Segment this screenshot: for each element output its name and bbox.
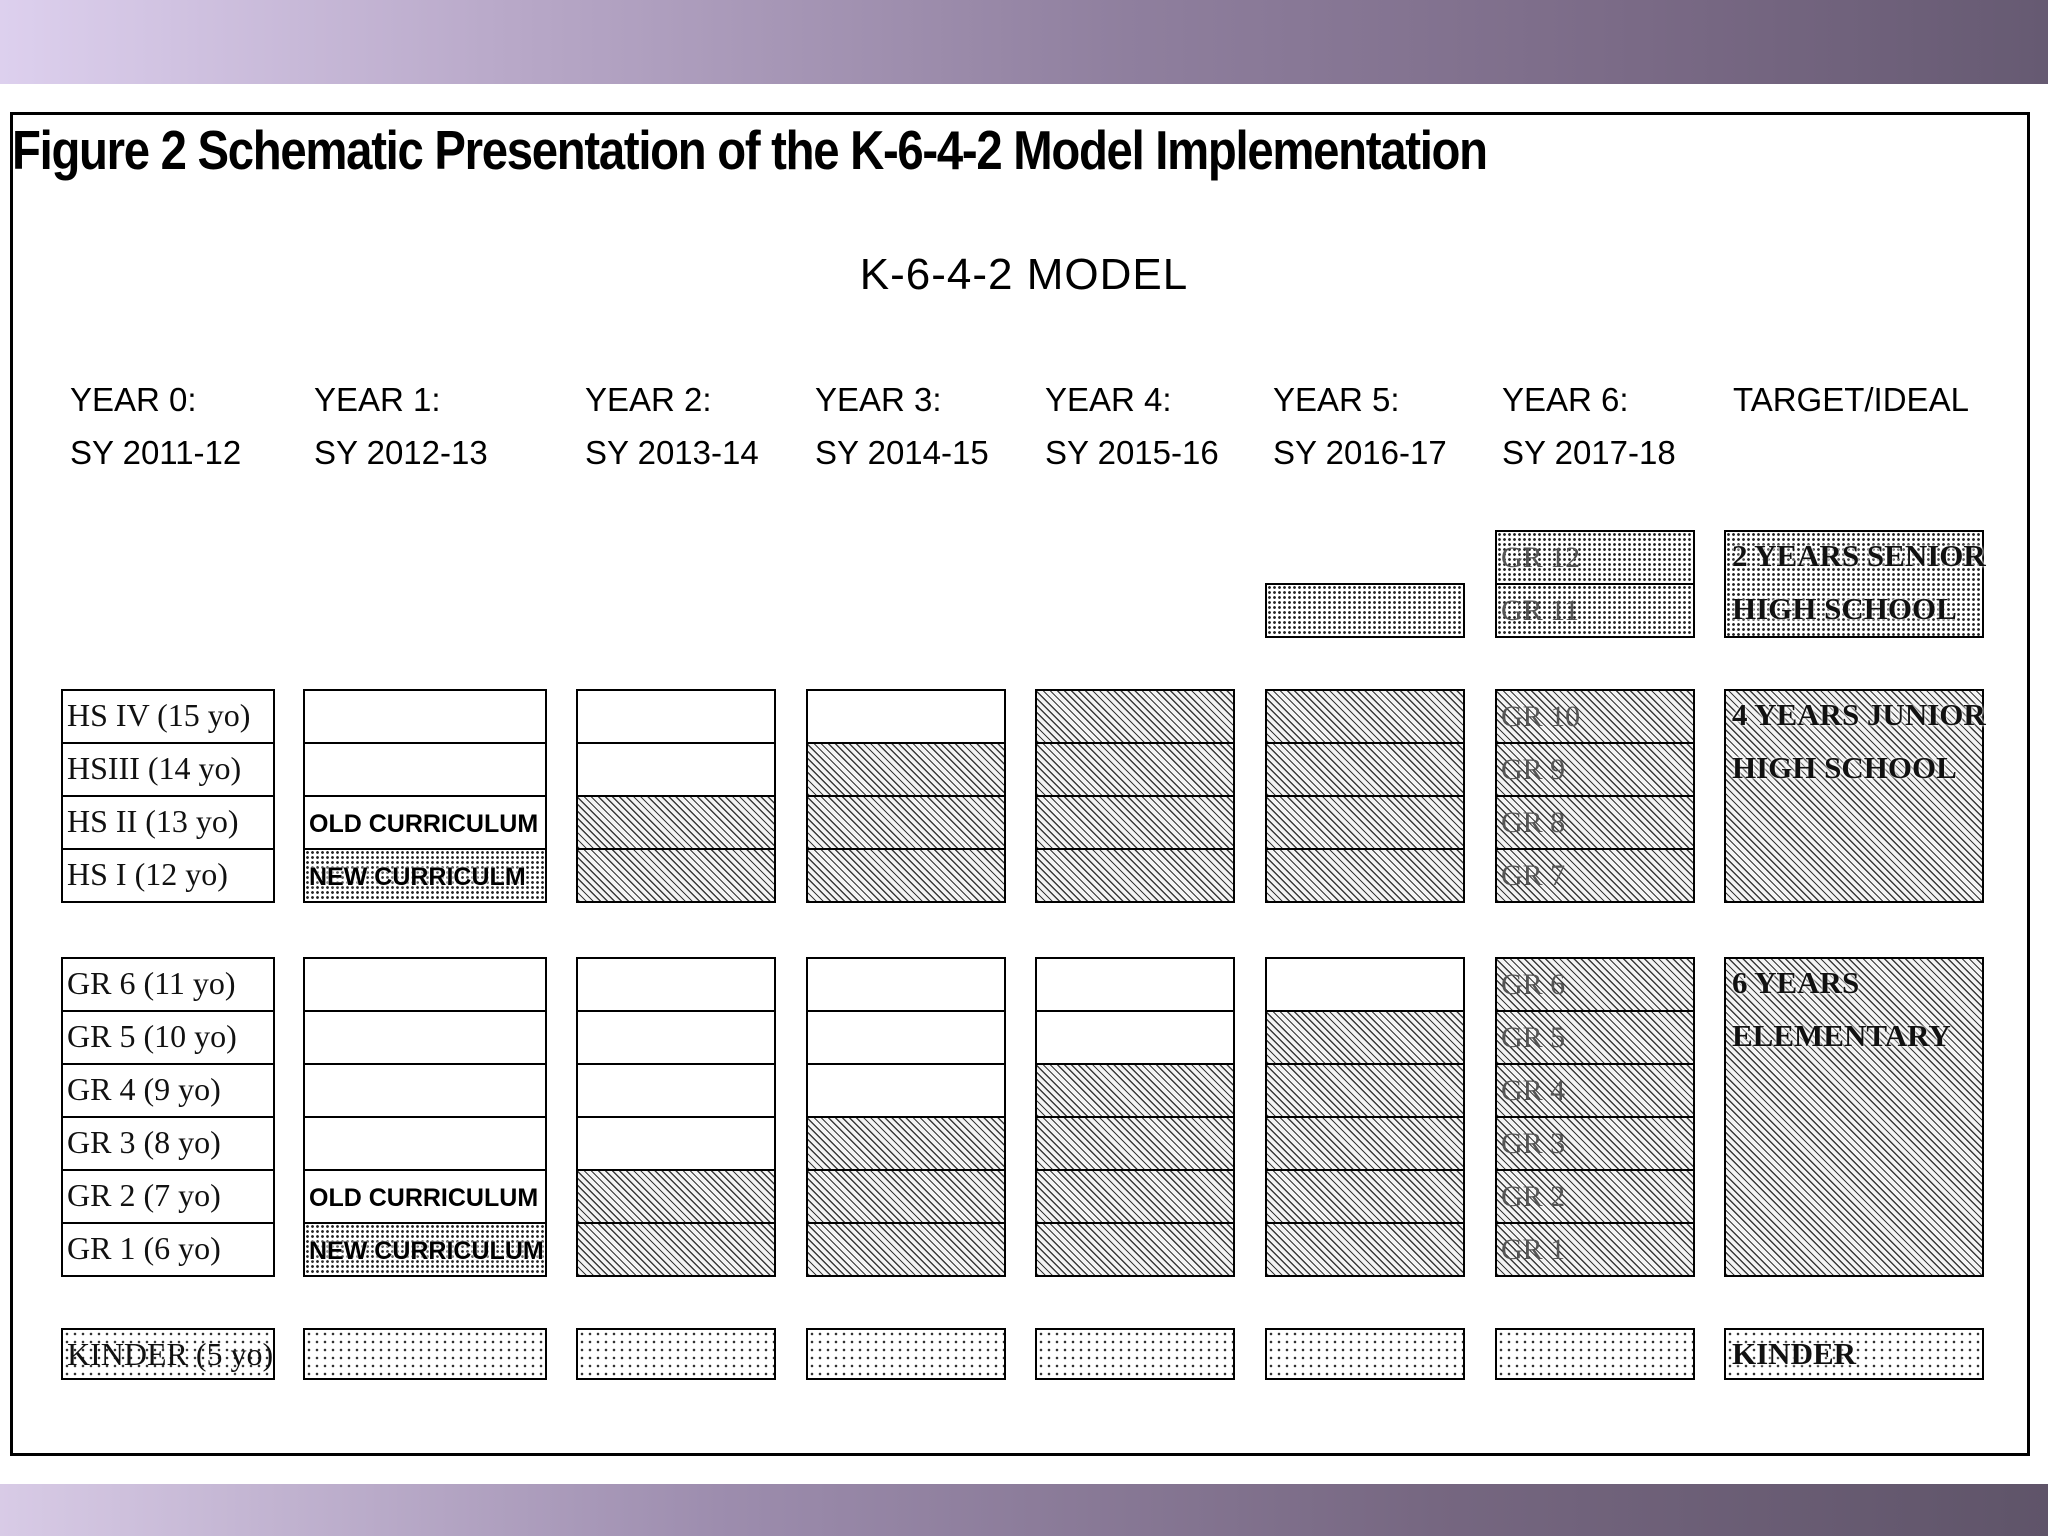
kinder-cell-year1: [303, 1328, 547, 1380]
grade-row-label: GR 2 (7 yo): [61, 1169, 275, 1224]
elem-cell-year3: [806, 1222, 1006, 1277]
grade-row-label: GR 6 (11 yo): [61, 957, 275, 1012]
grade-label: GR 12: [1501, 541, 1581, 574]
elem-cell-year3: [806, 1063, 1006, 1118]
hs-cell-year5: [1265, 848, 1465, 903]
elem-cell-year4: [1035, 1010, 1235, 1065]
hs-cell-year1: [303, 689, 547, 744]
elem-cell-year4: [1035, 1063, 1235, 1118]
elem-cell-year2: [576, 1063, 776, 1118]
shs-cell-year5: [1265, 583, 1465, 638]
elem-cell-year4: [1035, 957, 1235, 1012]
elem-cell-year3: [806, 1010, 1006, 1065]
grade-label: GR 3: [1501, 1127, 1566, 1160]
column-year-6: YEAR 6:: [1502, 381, 1629, 418]
kinder-cell-year4: [1035, 1328, 1235, 1380]
kinder-cell-year5: [1265, 1328, 1465, 1380]
column-year-3: YEAR 3:: [815, 381, 942, 418]
hs-cell-year2: [576, 689, 776, 744]
elem-cell-year5: [1265, 957, 1465, 1012]
elem-cell-year6: [1495, 1169, 1695, 1224]
elem-cell-year2: [576, 957, 776, 1012]
elem-cell-year3: [806, 1116, 1006, 1171]
hs-row-label: HS I (12 yo): [61, 848, 275, 903]
hs-cell-year3: [806, 689, 1006, 744]
hs-cell-year5: [1265, 742, 1465, 797]
hs-row-label: HS IV (15 yo): [61, 689, 275, 744]
elem-cell-year2: [576, 1010, 776, 1065]
grade-label: GR 8: [1501, 806, 1566, 839]
column-year-0: YEAR 0:: [70, 381, 197, 418]
column-year-2: YEAR 2:: [585, 381, 712, 418]
hs-cell-year5: [1265, 795, 1465, 850]
hs-cell-year4: [1035, 689, 1235, 744]
shs-cell-year6: [1495, 530, 1695, 585]
hs-cell-year1: [303, 742, 547, 797]
hs-row-label: HS II (13 yo): [61, 795, 275, 850]
hs-cell-year6: [1495, 795, 1695, 850]
column-sy-5: SY 2016-17: [1273, 434, 1447, 471]
grade-row-label: GR 5 (10 yo): [61, 1010, 275, 1065]
column-year-7: TARGET/IDEAL: [1733, 381, 1969, 418]
elem-cell-year4: [1035, 1222, 1235, 1277]
kinder-cell-year2: [576, 1328, 776, 1380]
target-elementary-line1: 6 YEARS: [1732, 965, 1860, 1000]
elem-cell-year2: [576, 1169, 776, 1224]
hs-cell-year4: [1035, 742, 1235, 797]
hs-cell-year3: [806, 742, 1006, 797]
elem-cell-year6: [1495, 1010, 1695, 1065]
hs-cell-year6: [1495, 742, 1695, 797]
column-sy-3: SY 2014-15: [815, 434, 989, 471]
hs-cell-year2: [576, 742, 776, 797]
grade-row-label: GR 3 (8 yo): [61, 1116, 275, 1171]
target-kinder-label: KINDER: [1732, 1336, 1857, 1371]
grade-label: GR 4: [1501, 1074, 1566, 1107]
column-sy-6: SY 2017-18: [1502, 434, 1676, 471]
figure-title: Figure 2 Schematic Presentation of the K-6-4-2 Model Implementation: [12, 119, 1487, 181]
hs-cell-year4: [1035, 795, 1235, 850]
elem-cell-year1: [303, 1116, 547, 1171]
shs-cell-year6: [1495, 583, 1695, 638]
elem-cell-year1: [303, 1010, 547, 1065]
old-curriculum-label: OLD CURRICULUM: [309, 810, 539, 838]
hs-cell-year1: [303, 795, 547, 850]
grade-label: GR 11: [1501, 594, 1580, 627]
grade-label: GR 2: [1501, 1180, 1566, 1213]
elem-cell-year1: [303, 1222, 547, 1277]
column-year-5: YEAR 5:: [1273, 381, 1400, 418]
elem-cell-year4: [1035, 1116, 1235, 1171]
hs-cell-year6: [1495, 848, 1695, 903]
grade-label: GR 5: [1501, 1021, 1566, 1054]
elem-cell-year6: [1495, 1116, 1695, 1171]
hs-cell-year6: [1495, 689, 1695, 744]
elem-cell-year2: [576, 1116, 776, 1171]
grade-label: GR 7: [1501, 859, 1566, 892]
elem-cell-year5: [1265, 1222, 1465, 1277]
target-elementary-line2: ELEMENTARY: [1732, 1018, 1951, 1053]
grade-row-label: GR 1 (6 yo): [61, 1222, 275, 1277]
elem-cell-year6: [1495, 957, 1695, 1012]
column-sy-4: SY 2015-16: [1045, 434, 1219, 471]
hs-cell-year5: [1265, 689, 1465, 744]
elem-cell-year6: [1495, 1063, 1695, 1118]
old-curriculum-label: OLD CURRICULUM: [309, 1184, 539, 1212]
slide-footer-band: [0, 1484, 2048, 1536]
elem-cell-year5: [1265, 1116, 1465, 1171]
column-sy-0: SY 2011-12: [70, 434, 242, 471]
target-junior-high-line2: HIGH SCHOOL: [1732, 750, 1957, 785]
elem-cell-year3: [806, 957, 1006, 1012]
elem-cell-year5: [1265, 1063, 1465, 1118]
new-curriculum-label: NEW CURRICULM: [309, 863, 526, 891]
new-curriculum-label: NEW CURRICULUM: [309, 1237, 544, 1265]
column-year-1: YEAR 1:: [314, 381, 441, 418]
elem-cell-year5: [1265, 1169, 1465, 1224]
hs-cell-year4: [1035, 848, 1235, 903]
column-sy-2: SY 2013-14: [585, 434, 759, 471]
hs-cell-year2: [576, 795, 776, 850]
elem-cell-year1: [303, 1169, 547, 1224]
grade-row-label: GR 4 (9 yo): [61, 1063, 275, 1118]
elem-cell-year6: [1495, 1222, 1695, 1277]
hs-cell-year2: [576, 848, 776, 903]
elem-cell-year4: [1035, 1169, 1235, 1224]
target-senior-high-line2: HIGH SCHOOL: [1732, 591, 1957, 626]
hs-cell-year3: [806, 795, 1006, 850]
elem-cell-year5: [1265, 1010, 1465, 1065]
elem-cell-year1: [303, 957, 547, 1012]
grade-label: GR 10: [1501, 700, 1581, 733]
hs-cell-year3: [806, 848, 1006, 903]
model-title: K-6-4-2 MODEL: [859, 250, 1189, 299]
elem-cell-year3: [806, 1169, 1006, 1224]
elem-cell-year2: [576, 1222, 776, 1277]
grade-label: GR 6: [1501, 968, 1566, 1001]
kinder-row-label: KINDER (5 yo): [61, 1328, 275, 1380]
elem-cell-year1: [303, 1063, 547, 1118]
column-sy-1: SY 2012-13: [314, 434, 488, 471]
grade-label: GR 1: [1501, 1233, 1566, 1266]
target-senior-high-line1: 2 YEARS SENIOR: [1732, 538, 1986, 573]
column-year-4: YEAR 4:: [1045, 381, 1172, 418]
hs-cell-year1: [303, 848, 547, 903]
kinder-cell-year6: [1495, 1328, 1695, 1380]
hs-row-label: HSIII (14 yo): [61, 742, 275, 797]
kinder-cell-year3: [806, 1328, 1006, 1380]
grade-label: GR 9: [1501, 753, 1566, 786]
slide-header-band: [0, 0, 2048, 84]
target-junior-high-line1: 4 YEARS JUNIOR: [1732, 697, 1986, 732]
